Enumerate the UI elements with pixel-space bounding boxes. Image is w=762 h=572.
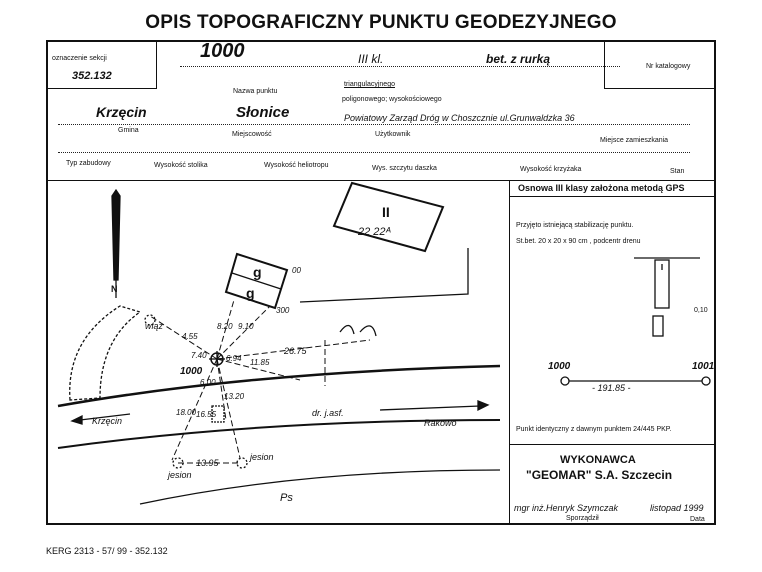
dist-2675-label: 26.75 (284, 346, 307, 356)
residence-label: Miejsce zamieszkania (600, 137, 669, 144)
section-label: oznaczenie sekcji (52, 55, 107, 62)
dist-455-label: 4.55 (182, 332, 198, 341)
point-b-marker (702, 377, 710, 385)
author-label: Sporządził (566, 515, 599, 522)
building-g-top-label: g (253, 264, 262, 280)
depth-value: 0,10 (694, 307, 708, 314)
locality-value: Słonice (236, 104, 290, 121)
tree-wiaz-label: wiąz (145, 321, 164, 331)
stabilization-text: Przyjęto istniejącą stabilizację punktu. (516, 222, 634, 229)
road-edge-lower (140, 470, 500, 504)
reference-number: KERG 2313 - 57/ 99 - 352.132 (46, 546, 168, 556)
date-value: listopad 1999 (650, 503, 704, 513)
building-ii-label: II (382, 204, 390, 220)
stabilization-spec: St.bet. 20 x 20 x 90 cm , podcentr drenu (516, 238, 641, 245)
stabilization-type: bet. z rurką (486, 52, 551, 66)
tree-jesion-icon-b (237, 458, 247, 468)
point-1000-label: 1000 (180, 366, 203, 377)
contractor-label: WYKONAWCA (560, 454, 636, 466)
state-label: Stan (670, 168, 685, 175)
point-a-marker (561, 377, 569, 385)
author-name: mgr inż.Henryk Szymczak (514, 503, 619, 513)
dist-1185-label: 11.85 (250, 358, 270, 367)
building-ii-numbers: 22 22ᴬ (358, 226, 391, 238)
right-panel-heading: Osnowa III klasy założona metodą GPS (518, 183, 685, 193)
distance-label: - 191.85 - (592, 383, 631, 393)
tree-jesion-a-label: jesion (168, 470, 192, 480)
section-value: 352.132 (72, 70, 112, 82)
building-g-side2-label: 300 (276, 306, 290, 315)
dist-1655-label: 16.55 (196, 410, 217, 419)
user-label: Użytkownik (375, 131, 411, 138)
pillar-lower (653, 316, 663, 336)
point-b-label: 1001 (692, 361, 715, 372)
arrow-rakowo-head (478, 401, 488, 410)
type-polygon: poligonowego; wysokościowego (342, 96, 442, 103)
dist-820-label: 8.20 (217, 322, 233, 331)
dist-694-label: 6.94 (226, 354, 242, 363)
post-height-label: Wysokość stolika (154, 162, 208, 169)
north-arrow-head (112, 190, 120, 280)
board-height-label: Wys. szczytu daszka (372, 165, 437, 172)
helio-height-label: Wysokość heliotropu (264, 162, 329, 169)
tree-jesion-b-label: jesion (250, 452, 274, 462)
dist-1320-label: 13.20 (224, 392, 245, 401)
road-label: dr. j.asf. (312, 408, 344, 418)
point-class: III kl. (358, 52, 384, 66)
dist-600-label: 6.00 (200, 378, 216, 387)
dist-910-label: 9.10 (238, 322, 254, 331)
island (70, 306, 140, 400)
building-g-side-label: 00 (292, 266, 301, 275)
arrow-krzecin-head (72, 416, 82, 424)
measure-1655 (217, 359, 240, 458)
dist-1800-label: 18.00 (176, 408, 197, 417)
catalog-label: Nr katalogowy (646, 63, 691, 70)
cross-height-label: Wysokość krzyżaka (520, 166, 582, 173)
gmina-label: Gmina (118, 127, 139, 134)
arrow-rakowo (380, 406, 480, 410)
point-a-label: 1000 (548, 361, 571, 372)
identity-note: Punkt identyczny z dawnym punktem 24/445 PKP. (516, 426, 672, 433)
dist-740-label: 7.40 (191, 351, 207, 360)
document-title: OPIS TOPOGRAFICZNY PUNKTU GEODEZYJNEGO (145, 12, 617, 33)
point-number: 1000 (200, 40, 245, 62)
hedge (340, 325, 376, 336)
north-label: N (111, 284, 118, 294)
direction-krzecin: Krzęcin (92, 416, 123, 426)
dist-1395-label: 13.95 (196, 458, 219, 468)
road-edge-top (58, 366, 500, 406)
locality-label: Miejscowość (232, 131, 272, 138)
type-triangulation: triangulacyjnego (344, 81, 395, 88)
field-label: Ps (280, 492, 293, 504)
gmina-value: Krzęcin (96, 104, 147, 120)
user-value: Powiatowy Zarząd Dróg w Choszcznie ul.Grunwaldzka 36 (344, 113, 575, 123)
date-label: Data (690, 516, 705, 523)
direction-rakowo: Rakowo (424, 418, 457, 428)
fence-line (300, 248, 468, 302)
building-g-bottom-label: g (246, 285, 255, 301)
contractor-name: "GEOMAR" S.A. Szczecin (526, 468, 673, 482)
build-type-label: Typ zabudowy (66, 160, 111, 167)
point-name-label: Nazwa punktu (233, 88, 278, 95)
